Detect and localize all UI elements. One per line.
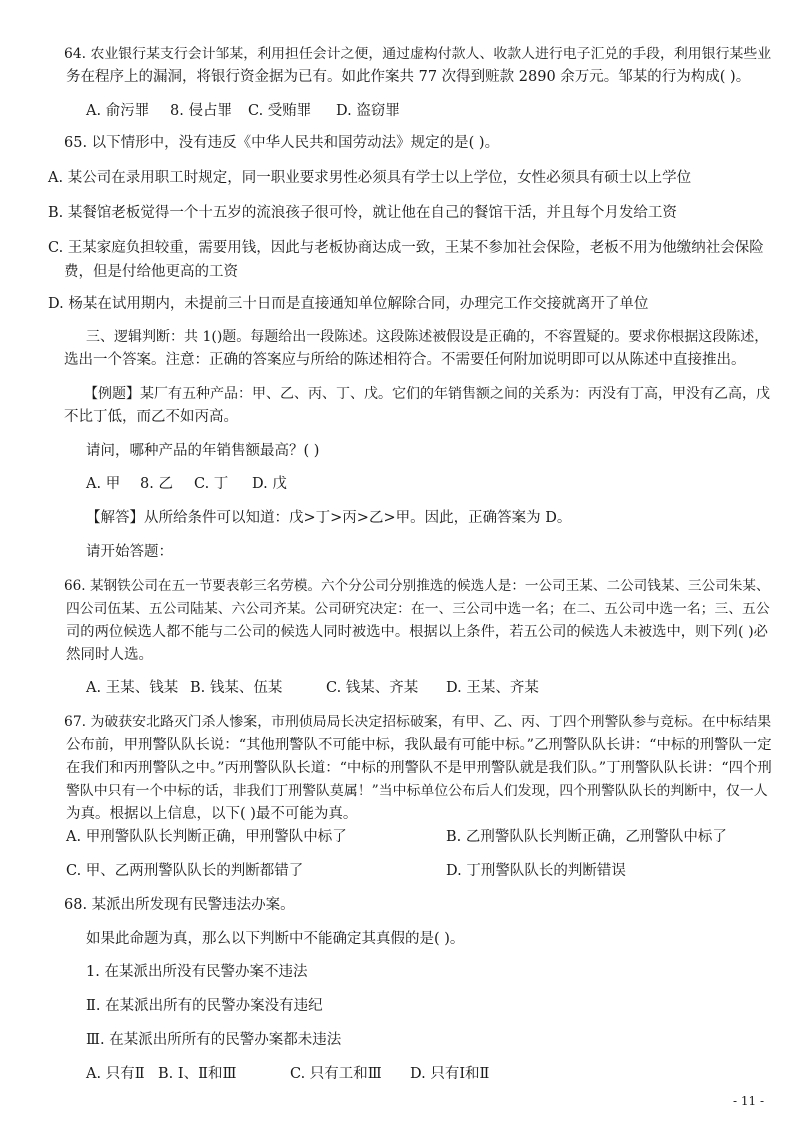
q68-statement-3: Ⅲ. 在某派出所所有的民警办案都未违法 — [86, 1032, 342, 1048]
example-line-1: 【例题】某厂有五种产品：甲、乙、丙、丁、戊。它们的年销售额之间的关系为：丙没有丁高，甲没有乙高，戊 — [84, 386, 770, 402]
q67-option-a: A. 甲刑警队队长判断正确，甲刑警队中标了 — [66, 829, 347, 845]
example-option-c: C. 丁 — [194, 476, 229, 492]
q68-option-c: C. 只有工和Ⅲ — [290, 1066, 382, 1082]
q67-line-2: 公布前，甲刑警队队长说：“其他刑警队不可能中标，我队最有可能中标。”乙刑警队队长讲：“中标的刑警队一定 — [66, 737, 772, 753]
q67-option-b: B. 乙刑警队队长判断正确，乙刑警队中标了 — [446, 829, 727, 845]
example-option-d: D. 戊 — [252, 476, 287, 492]
q68-option-a: A. 只有Ⅱ — [86, 1066, 145, 1082]
page-number: - 11 - — [732, 1094, 764, 1108]
q66-option-a: A. 王某、钱某 — [86, 680, 179, 696]
q65-option-c-line-2: 费，但是付给他更高的工资 — [64, 264, 238, 280]
example-answer: 【解答】从所给条件可以知道：戊>丁>丙>乙>甲。因此，正确答案为 D。 — [86, 510, 572, 526]
q65-option-b: B. 某餐馆老板觉得一个十五岁的流浪孩子很可怜，就让他在自己的餐馆干活，并且每个月发给工资 — [48, 205, 677, 221]
q68-statement-1: 1. 在某派出所没有民警办案不违法 — [86, 964, 308, 980]
q67-line-1: 67. 为破获安北路灭门杀人惨案，市刑侦局局长决定招标破案，有甲、乙、丙、丁四个刑警队参与竞标。在中标结果 — [64, 714, 772, 730]
q66-option-b: B. 钱某、伍某 — [190, 680, 283, 696]
example-question: 请问，哪种产品的年销售额最高？( ) — [86, 443, 320, 459]
q66-option-c: C. 钱某、齐某 — [326, 680, 419, 696]
q66-line-2: 四公司伍某、五公司陆某、六公司齐某。公司研究决定：在一、三公司中选一名；在二、五公司中选一名；三、五公 — [66, 601, 770, 617]
q65-option-c-line-1: C. 王某家庭负担较重，需要用钱，因此与老板协商达成一致，王某不参加社会保险，老板不用为他缴纳社会保险 — [48, 240, 764, 256]
section3-intro-line-2: 选出一个答案。注意：正确的答案应与所给的陈述相符合。不需要任何附加说明即可以从陈述中直接推出。 — [64, 352, 746, 368]
q67-line-3: 在我们和丙刑警队之中。”丙刑警队队长道：“中标的刑警队不是甲刑警队就是我们队。”丁刑警队队长讲：“四个刑 — [66, 760, 772, 776]
q66-line-3: 司的两位候选人都不能与二公司的候选人同时被选中。根据以上条件，若五公司的候选人未被选中，则下列( )必 — [66, 624, 768, 640]
q68-statement-2: Ⅱ. 在某派出所有的民警办案没有违纪 — [86, 998, 323, 1014]
q64-option-b: 8. 侵占罪 — [170, 103, 232, 119]
q64-option-a: A. 俞污罪 — [86, 103, 150, 119]
q68-stem: 68. 某派出所发现有民警违法办案。 — [64, 897, 295, 913]
example-line-2: 不比丁低，而乙不如丙高。 — [64, 409, 238, 425]
q68-question: 如果此命题为真，那么以下判断中不能确定其真假的是( )。 — [86, 931, 465, 947]
example-option-b: 8. 乙 — [140, 476, 173, 492]
q64-option-d: D. 盗窃罪 — [336, 103, 400, 119]
q64-line-2: 务在程序上的漏洞，将银行资金据为已有。如此作案共 77 次得到赃款 2890 余万元。邹某的行为构成( )。 — [66, 69, 751, 85]
start-answering: 请开始答题： — [86, 544, 173, 560]
q66-line-1: 66. 某钢铁公司在五一节要表彰三名劳模。六个分公司分别推选的候选人是：一公司王某、二公司钱某、三公司朱某、 — [64, 578, 770, 594]
q66-line-4: 然同时人选。 — [66, 647, 153, 663]
q67-option-c: C. 甲、乙两刑警队队长的判断都错了 — [66, 863, 304, 879]
example-option-a: A. 甲 — [86, 476, 121, 492]
q68-option-b: B. Ⅰ、Ⅱ和Ⅲ — [158, 1066, 237, 1082]
q67-option-d: D. 丁刑警队队长的判断错误 — [446, 863, 626, 879]
q65-stem: 65. 以下情形中，没有违反《中华人民共和国劳动法》规定的是( )。 — [64, 135, 500, 151]
q65-option-d: D. 杨某在试用期内，未提前三十日而是直接通知单位解除合同，办理完工作交接就离开了单位 — [48, 296, 649, 312]
section3-intro-line-1: 三、逻辑判断：共 1()题。每题给出一段陈述。这段陈述被假设是正确的，不容置疑的。要求你根据这段陈述， — [86, 329, 769, 345]
q64-option-c: C. 受贿罪 — [248, 103, 312, 119]
q68-option-d: D. 只有Ⅰ和Ⅱ — [410, 1066, 490, 1082]
q67-line-4: 警队中只有一个中标的话，非我们丁刑警队莫属！”当中标单位公布后人们发现，四个刑警队队长的判断中，仅一人 — [66, 783, 768, 799]
q64-line-1: 64. 农业银行某支行会计邹某，利用担任会计之便，通过虚构付款人、收款人进行电子汇兑的手段，利用银行某些业 — [64, 46, 772, 62]
q66-option-d: D. 王某、齐某 — [446, 680, 539, 696]
q65-option-a: A. 某公司在录用职工时规定，同一职业要求男性必须具有学士以上学位，女性必须具有硕士以上学位 — [48, 170, 692, 186]
q67-line-5: 为真。根据以上信息，以下( )最不可能为真。 — [66, 806, 358, 822]
